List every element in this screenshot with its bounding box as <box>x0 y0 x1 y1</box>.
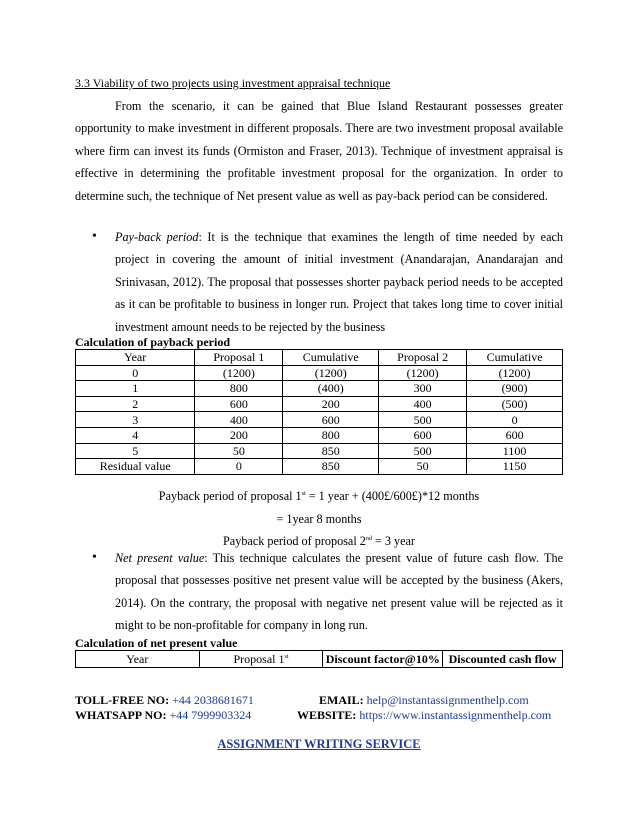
table-row <box>76 427 563 443</box>
bullet-payback-term: Pay-back period <box>115 230 199 244</box>
email <box>319 693 529 708</box>
table-cell: 0 <box>76 365 195 381</box>
table-cell: (1200) <box>195 365 283 381</box>
payback-line-3-sup: nd <box>365 535 372 542</box>
table-cell: 1100 <box>467 443 563 459</box>
payback-line-3-pre: Payback period of proposal 2 <box>223 534 366 548</box>
table-cell: (1200) <box>283 365 379 381</box>
payback-line-2: = 1year 8 months <box>276 512 362 526</box>
tollfree-label: TOLL-FREE NO: <box>75 693 170 707</box>
bullet-dot-icon: • <box>92 229 97 244</box>
npv-header-proposal-text: Proposal 1 <box>233 652 285 666</box>
table-row <box>76 412 563 428</box>
table-row <box>76 396 563 412</box>
table-cell: 300 <box>379 381 467 397</box>
payback-line-1-post: = 1 year + (400£/600£)*12 months <box>305 489 480 503</box>
table-cell: 200 <box>283 396 379 412</box>
section-title: 3.3 Viability of two projects using investment appraisal technique <box>75 76 391 90</box>
table-row <box>76 381 563 397</box>
npv-table-header <box>76 651 563 668</box>
tollfree-value[interactable]: +44 2038681671 <box>172 693 254 707</box>
bullet-npv-body: : This technique calculates the present value of future cash flow. The proposal that possesses positive net present value will be accepted by the business (Akers, 2014). On the contrary, the proposal with negative net present value will be rejected as it might to be non-profitable for company in long run. <box>115 551 563 633</box>
footer-row-2 <box>75 708 563 723</box>
whatsapp-value[interactable]: +44 7999903324 <box>169 708 252 722</box>
payback-header-0: Year <box>76 350 195 366</box>
table-cell: 1 <box>76 381 195 397</box>
npv-header-proposal-sup: st <box>284 654 289 660</box>
table-cell: (900) <box>467 381 563 397</box>
bullet-dot-icon: • <box>92 550 97 565</box>
payback-table <box>75 349 563 475</box>
payback-line-1 <box>75 489 563 504</box>
bullet-npv-text <box>115 547 563 637</box>
payback-table-caption: Calculation of payback period <box>75 335 231 349</box>
email-label: EMAIL: <box>319 693 364 707</box>
brand-link[interactable]: ASSIGNMENT WRITING SERVICE <box>217 737 421 751</box>
table-row <box>76 443 563 459</box>
table-cell: 800 <box>195 381 283 397</box>
whatsapp <box>75 708 251 722</box>
payback-header-1: Proposal 1 <box>195 350 283 366</box>
table-cell: 600 <box>379 427 467 443</box>
payback-line-1-pre: Payback period of proposal 1 <box>158 489 302 503</box>
npv-header-proposal <box>199 651 323 668</box>
table-cell: 50 <box>195 443 283 459</box>
footer-row-1 <box>75 693 563 708</box>
website-value[interactable]: https://www.instantassignmenthelp.com <box>359 708 552 722</box>
table-cell: 800 <box>283 427 379 443</box>
table-cell: 850 <box>283 443 379 459</box>
table-cell: 3 <box>76 412 195 428</box>
table-cell: 600 <box>283 412 379 428</box>
table-cell: 2 <box>76 396 195 412</box>
table-cell: 0 <box>195 459 283 475</box>
payback-line-1-sup: st <box>301 490 306 497</box>
npv-table-caption: Calculation of net present value <box>75 636 238 650</box>
npv-table <box>75 650 563 668</box>
table-cell: 500 <box>379 412 467 428</box>
table-cell: 4 <box>76 427 195 443</box>
table-cell: 200 <box>195 427 283 443</box>
email-value[interactable]: help@instantassignmenthelp.com <box>366 693 529 707</box>
table-cell: 850 <box>283 459 379 475</box>
website-label: WEBSITE: <box>297 708 357 722</box>
npv-header-discount: Discount factor@10% <box>323 651 443 668</box>
payback-line-3-post: = 3 year <box>371 534 415 548</box>
whatsapp-label: WHATSAPP NO: <box>75 708 167 722</box>
payback-header-2: Cumulative <box>283 350 379 366</box>
table-cell: 500 <box>379 443 467 459</box>
payback-table-body <box>76 365 563 474</box>
npv-header-discounted: Discounted cash flow <box>443 651 563 668</box>
table-cell: (500) <box>467 396 563 412</box>
bullet-npv-term: Net present value <box>115 551 205 565</box>
table-cell: (400) <box>283 381 379 397</box>
table-cell: 400 <box>195 412 283 428</box>
bullet-npv <box>75 547 563 635</box>
table-row <box>76 459 563 475</box>
bullet-payback-text <box>115 226 563 338</box>
table-cell: 400 <box>379 396 467 412</box>
npv-header-year: Year <box>76 651 200 668</box>
bullet-payback <box>75 226 563 336</box>
table-cell: Residual value <box>76 459 195 475</box>
table-cell: (1200) <box>379 365 467 381</box>
payback-table-header <box>76 350 563 366</box>
table-cell: 50 <box>379 459 467 475</box>
payback-header-4: Cumulative <box>467 350 563 366</box>
table-cell: 600 <box>467 427 563 443</box>
website <box>297 708 551 723</box>
payback-header-3: Proposal 2 <box>379 350 467 366</box>
table-cell: 5 <box>76 443 195 459</box>
table-row <box>76 365 563 381</box>
tollfree <box>75 693 254 707</box>
table-cell: 600 <box>195 396 283 412</box>
table-cell: (1200) <box>467 365 563 381</box>
intro-paragraph: From the scenario, it can be gained that Blue Island Restaurant possesses greater opportunity to make investment in different proposals. There are two investment proposal available where firm can invest its funds (Ormiston and Fraser, 2013). Technique of investment appraisal is effective in determining the profitable investment proposal for the organization. In order to determine such, the technique of Net present value as well as pay-back period can be considered. <box>75 99 563 203</box>
bullet-payback-body: : It is the technique that examines the length of time needed by each project in covering the amount of initial investment (Anandarajan, Anandarajan and Srinivasan, 2012). The proposal that possesses shorter payback period needs to be accepted as it can be profitable to business in longer run. Project that takes long time to cover initial investment amount needs to be rejected by the business <box>115 230 563 334</box>
table-cell: 1150 <box>467 459 563 475</box>
table-cell: 0 <box>467 412 563 428</box>
